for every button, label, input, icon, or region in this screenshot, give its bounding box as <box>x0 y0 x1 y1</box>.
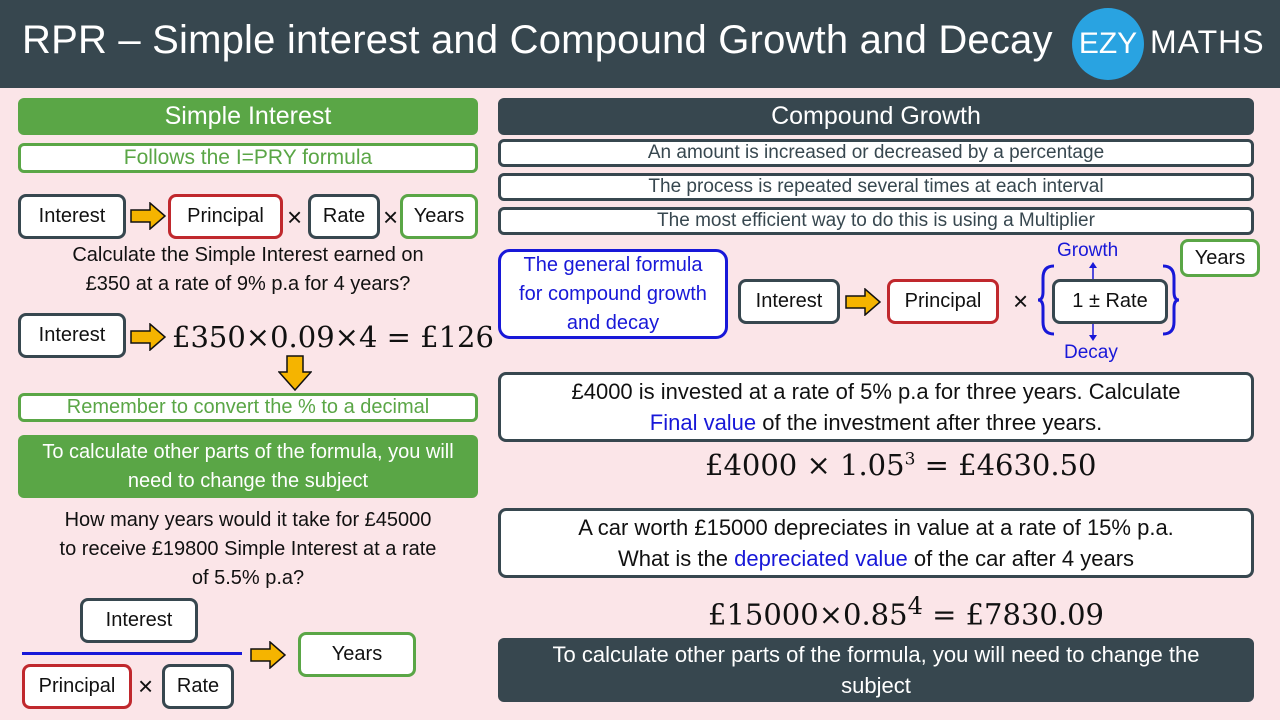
compound-line-2: The process is repeated several times at each interval <box>498 173 1254 201</box>
compound-line-3: The most efficient way to do this is using a Multiplier <box>498 207 1254 235</box>
growth-label: Growth <box>1057 240 1119 261</box>
rate-box: Rate <box>162 664 234 709</box>
years-box: Years <box>298 632 416 677</box>
compound-question-1: £4000 is invested at a rate of 5% p.a for three years. Calculate Final value of the investment after three years. <box>498 372 1254 442</box>
years-box: Years <box>1180 239 1260 277</box>
final-value-highlight: Final value <box>649 410 757 435</box>
right-bracket-icon <box>1160 264 1180 336</box>
right-arrow-icon <box>130 323 166 351</box>
interest-box: Interest <box>18 194 126 239</box>
logo-circle: EZY <box>1072 8 1144 80</box>
depreciated-value-highlight: depreciated value <box>734 546 908 571</box>
interest-box: Interest <box>738 279 840 324</box>
page-title: RPR – Simple interest and Compound Growth and Decay <box>22 18 1053 62</box>
simple-interest-heading: Simple Interest <box>18 98 478 135</box>
compound-change-subject-note: To calculate other parts of the formula, you will need to change the subject <box>498 638 1254 702</box>
times-sign: × <box>1013 286 1029 316</box>
right-arrow-icon <box>845 288 881 316</box>
years-box: Years <box>400 194 478 239</box>
times-sign: × <box>287 202 303 232</box>
fraction-line <box>22 652 242 655</box>
logo-text: MATHS <box>1150 24 1265 60</box>
compound-question-2: A car worth £15000 depreciates in value at a rate of 15% p.a. What is the depreciated value of the car after 4 years <box>498 508 1254 578</box>
right-arrow-icon <box>130 202 166 230</box>
compound-growth-heading: Compound Growth <box>498 98 1254 135</box>
answer-1-equation: £350×0.09×4 = £126 <box>172 320 494 354</box>
interest-box: Interest <box>18 313 126 358</box>
general-formula-box: The general formula for compound growth and decay <box>498 249 728 339</box>
compound-equation-1: £4000 × $1.05^3$ = £4630.50 <box>705 448 1097 482</box>
down-arrow-icon <box>278 355 312 391</box>
decay-label: Decay <box>1064 342 1118 363</box>
compound-equation-2: $£15000\times 0.85^4$ = £7830.09 <box>708 592 1104 632</box>
up-arrow-icon <box>1087 262 1099 280</box>
principal-box: Principal <box>168 194 283 239</box>
principal-box: Principal <box>887 279 999 324</box>
principal-box: Principal <box>22 664 132 709</box>
down-arrow-icon <box>1087 323 1099 341</box>
formula-note: Follows the I=PRY formula <box>18 143 478 173</box>
interest-box: Interest <box>80 598 198 643</box>
rate-box: Rate <box>308 194 380 239</box>
right-arrow-icon <box>250 641 286 669</box>
multiplier-box: 1 ± Rate <box>1052 279 1168 324</box>
question-2: How many years would it take for £45000 to receive £19800 Simple Interest at a rate of 5.5% p.a? <box>59 509 437 589</box>
remember-note: Remember to convert the % to a decimal <box>18 393 478 422</box>
question-1: Calculate the Simple Interest earned on £350 at a rate of 9% p.a for 4 years? <box>72 244 424 295</box>
change-subject-note: To calculate other parts of the formula, you will need to change the subject <box>18 435 478 498</box>
times-sign: × <box>138 671 154 701</box>
compound-line-1: An amount is increased or decreased by a percentage <box>498 139 1254 167</box>
times-sign: × <box>383 202 399 232</box>
